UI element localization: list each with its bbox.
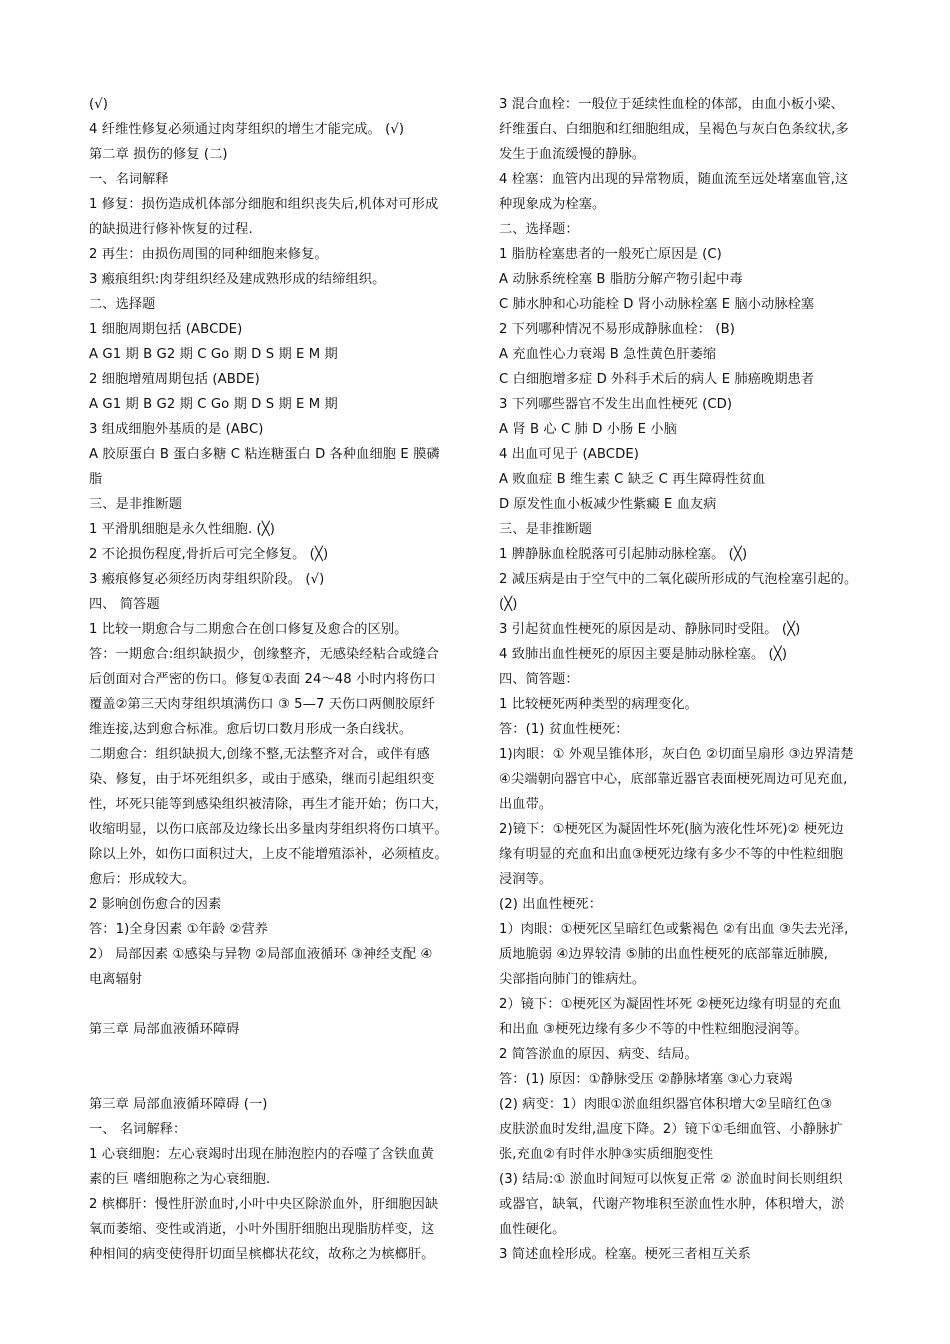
text-line: 的缺损进行修补恢复的过程. [89, 222, 253, 237]
text-line: 素的巨 嗜细胞称之为心衰细胞. [89, 1172, 271, 1187]
text-line: 答：(1) 原因：①静脉受压 ②静脉堵塞 ③心力衰竭 [499, 1072, 793, 1087]
text-line: A 肾 B 心 C 肺 D 小肠 E 小脑 [499, 422, 677, 437]
text-line: 出血带。 [499, 797, 553, 812]
text-line: 氧而萎缩、变性或消逝，小叶外围肝细胞出现脂肪样变，这 [89, 1222, 435, 1237]
text-line: 染、修复，由于坏死组织多，或由于感染，继而引起组织变 [89, 772, 435, 787]
text-line: 缘有明显的充血和出血③梗死边缘有多少不等的中性粒细胞 [499, 847, 844, 862]
text-line: 答：(1) 贫血性梗死： [499, 722, 629, 737]
text-line: 1)肉眼：① 外观呈锥体形，灰白色 ②切面呈扇形 ③边界清楚 [499, 747, 854, 762]
text-line: 二期愈合：组织缺损大,创缘不整,无法整齐对合，或伴有感 [89, 747, 430, 762]
blank-line [89, 1067, 467, 1092]
right-text-column [499, 92, 885, 1267]
text-line: 2 再生：由损伤周围的同种细胞来修复。 [89, 247, 328, 262]
text-line: C 白细胞增多症 D 外科手术后的病人 E 肺癌晚期患者 [499, 372, 815, 387]
text-line: A G1 期 B G2 期 C Go 期 D S 期 E M 期 [89, 397, 338, 412]
text-line: 或器官，缺氧，代谢产物堆积至淤血性水肿，体积增大，淤 [499, 1197, 845, 1212]
text-line: 3 混合血栓：一般位于延续性血栓的体部，由血小板小梁、 [499, 97, 844, 112]
text-line: 1 比较一期愈合与二期愈合在创口修复及愈合的区别。 [89, 622, 408, 637]
text-line: 2 减压病是由于空气中的二氧化碳所形成的气泡栓塞引起的。 [499, 572, 858, 587]
text-line: C 肺水肿和心功能栓 D 肾小动脉栓塞 E 脑小动脉栓塞 [499, 297, 815, 312]
text-line: 血性硬化。 [499, 1222, 566, 1237]
text-line: ④尖端朝向器官中心，底部靠近器官表面梗死周边可见充血, [499, 772, 848, 787]
text-line: 脂 [89, 472, 103, 487]
text-line: 2 影响创伤愈合的因素 [89, 897, 222, 912]
text-line: (√) [89, 97, 108, 112]
text-line: 4 致肺出血性梗死的原因主要是肺动脉栓塞。 (╳) [499, 647, 788, 662]
blank-line [89, 992, 467, 1017]
text-line: 1 比较梗死两种类型的病理变化。 [499, 697, 698, 712]
text-line: 2 槟榔肝：慢性肝淤血时,小叶中央区除淤血外，肝细胞因缺 [89, 1197, 439, 1212]
text-line: 答：一期愈合:组织缺损少，创缘整齐，无感染经粘合或缝合 [89, 647, 440, 662]
text-line: 2）镜下：①梗死区为凝固性坏死 ②梗死边缘有明显的充血 [499, 997, 842, 1012]
text-line: 1）肉眼：①梗死区呈暗红色或紫褐色 ②有出血 ③失去光泽, [499, 922, 849, 937]
text-line: A 败血症 B 维生素 C 缺乏 C 再生障碍性贫血 [499, 472, 766, 487]
text-line: 3 引起贫血性梗死的原因是动、静脉同时受阻。 (╳) [499, 622, 801, 637]
text-line: 张,充血②有时伴水肿③实质细胞变性 [499, 1147, 714, 1162]
text-line: (2) 出血性梗死： [499, 897, 602, 912]
text-line: 第二章 损伤的修复 (二) [89, 147, 228, 162]
text-line: 4 栓塞：血管内出现的异常物质，随血流至远处堵塞血管,这 [499, 172, 849, 187]
text-line: A 胶原蛋白 B 蛋白多糖 C 粘连糖蛋白 D 各种血细胞 E 膜磷 [89, 447, 440, 462]
text-line: 二、选择题： [499, 222, 579, 237]
text-line: 第三章 局部血液循环障碍 [89, 1022, 240, 1037]
text-line: 发生于血流缓慢的静脉。 [499, 147, 646, 162]
text-line: 2 不论损伤程度,骨折后可完全修复。 (╳) [89, 547, 329, 562]
text-line: 质地脆弱 ④边界较清 ⑤肺的出血性梗死的底部靠近肺膜, [499, 947, 829, 962]
text-line: 第三章 局部血液循环障碍 (一) [89, 1097, 268, 1112]
text-line: 种相间的病变使得肝切面呈槟榔状花纹，故称之为槟榔肝。 [89, 1247, 435, 1262]
text-line: 3 下列哪些器官不发生出血性梗死 (CD) [499, 397, 733, 412]
text-line: A 充血性心力衰竭 B 急性黄色肝萎缩 [499, 347, 717, 362]
text-line: 3 瘢痕修复必须经历肉芽组织阶段。 (√) [89, 572, 325, 587]
text-line: 一、 名词解释： [89, 1122, 187, 1137]
text-line: 后创面对合严密的伤口。修复①表面 24～48 小时内将伤口 [89, 672, 436, 687]
text-line: 3 瘢痕组织:肉芽组织经及建成熟形成的结缔组织。 [89, 272, 386, 287]
text-line: 答：1)全身因素 ①年龄 ②营养 [89, 922, 269, 937]
text-line: 2） 局部因素 ①感染与异物 ②局部血液循环 ③神经支配 ④ [89, 947, 433, 962]
text-line: 纤维蛋白、白细胞和红细胞组成，呈褐色与灰白色条纹状,多 [499, 122, 849, 137]
text-line: 维连接,达到愈合标准。愈后切口数月形成一条白线状。 [89, 722, 413, 737]
text-line: 覆盖②第三天肉芽组织填满伤口 ③ 5—7 天伤口两侧胶原纤 [89, 697, 436, 712]
text-line: 除以上外，如伤口面积过大，上皮不能增殖添补，必须植皮。 [89, 847, 448, 862]
text-line: 2)镜下：①梗死区为凝固性坏死(脑为液化性坏死)② 梗死边 [499, 822, 844, 837]
text-line: (╳) [499, 597, 518, 612]
text-line: 1 脾静脉血栓脱落可引起肺动脉栓塞。 (╳) [499, 547, 748, 562]
text-line: 4 纤维性修复必须通过肉芽组织的增生才能完成。 (√) [89, 122, 405, 137]
left-text-column [89, 92, 467, 1267]
text-line: 4 出血可见于 (ABCDE) [499, 447, 640, 462]
text-line: 愈后：形成较大。 [89, 872, 196, 887]
text-line: 三、是非推断题 [499, 522, 593, 537]
text-line: 2 下列哪种情况不易形成静脉血栓： (B) [499, 322, 736, 337]
text-line: 三、是非推断题 [89, 497, 183, 512]
text-line: 尖部指向肺门的锥病灶。 [499, 972, 646, 987]
text-line: (2) 病变：1）肉眼①淤血组织器官体积增大②呈暗红色③ [499, 1097, 833, 1112]
text-line: (3) 结局:① 淤血时间短可以恢复正常 ② 淤血时间长则组织 [499, 1172, 843, 1187]
text-line: 3 简述血栓形成。栓塞。梗死三者相互关系 [499, 1247, 751, 1262]
text-line: 1 平滑肌细胞是永久性细胞. (╳) [89, 522, 276, 537]
text-line: 1 细胞周期包括 (ABCDE) [89, 322, 243, 337]
text-line: 性，坏死只能等到感染组织被清除，再生才能开始；伤口大， [89, 797, 448, 812]
text-line: 和出血 ③梗死边缘有多少不等的中性粒细胞浸润等。 [499, 1022, 808, 1037]
text-line: 3 组成细胞外基质的是 (ABC) [89, 422, 264, 437]
blank-line [89, 1042, 467, 1067]
text-line: 四、简答题： [499, 672, 579, 687]
text-line: 1 心衰细胞：左心衰竭时出现在肺泡腔内的吞噬了含铁血黄 [89, 1147, 434, 1162]
text-line: 电离辐射 [89, 972, 143, 987]
text-line: 收缩明显，以伤口底部及边缘长出多量肉芽组织将伤口填平。 [89, 822, 448, 837]
text-line: 种现象成为栓塞。 [499, 197, 606, 212]
text-line: 2 细胞增殖周期包括 (ABDE) [89, 372, 260, 387]
text-line: 浸润等。 [499, 872, 553, 887]
text-line: 皮肤淤血时发绀,温度下降。2）镜下①毛细血管、小静脉扩 [499, 1122, 843, 1137]
text-line: 1 脂肪栓塞患者的一般死亡原因是 (C) [499, 247, 722, 262]
text-line: 一、名词解释 [89, 172, 169, 187]
text-line: A 动脉系统栓塞 B 脂肪分解产物引起中毒 [499, 272, 743, 287]
text-line: D 原发性血小板减少性紫癜 E 血友病 [499, 497, 717, 512]
text-line: A G1 期 B G2 期 C Go 期 D S 期 E M 期 [89, 347, 338, 362]
text-line: 2 简答淤血的原因、病变、结局。 [499, 1047, 698, 1062]
text-line: 1 修复：损伤造成机体部分细胞和组织丧失后,机体对可形成 [89, 197, 439, 212]
text-line: 二、选择题 [89, 297, 156, 312]
text-line: 四、 简答题 [89, 597, 160, 612]
